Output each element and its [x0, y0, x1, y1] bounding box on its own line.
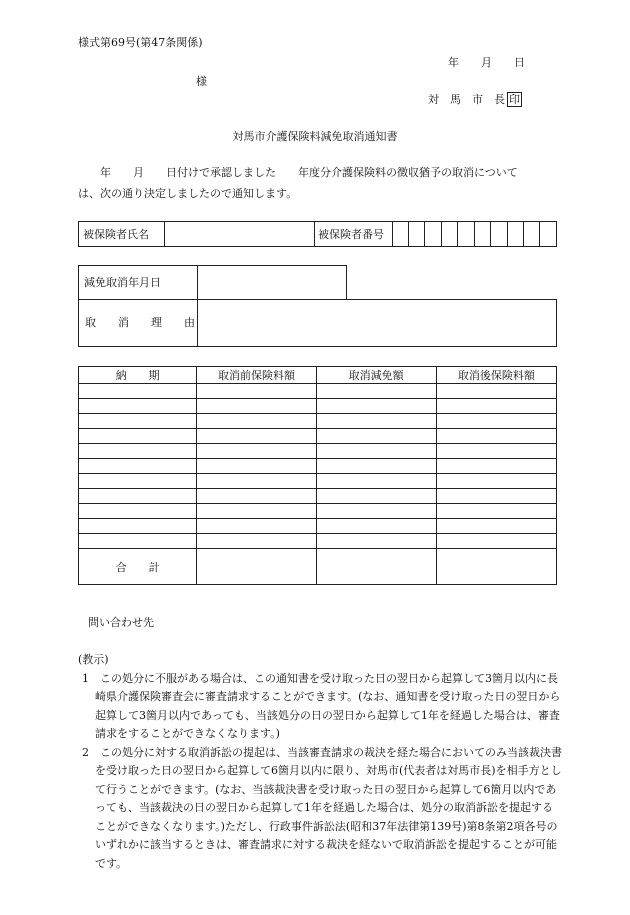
header-premium-before: 取消前保険料額 [197, 367, 316, 384]
cancellation-reason-label: 取 消 理 由 [79, 300, 198, 346]
insured-number-digit[interactable] [458, 222, 474, 247]
payment-total-row [79, 549, 557, 585]
issuer-name: 対 馬 市 長 [428, 93, 505, 106]
notice-heading: (教示) [78, 653, 109, 666]
notice-section [78, 651, 562, 873]
seal-mark: 印 [509, 93, 520, 106]
document-title: 対馬市介護保険料減免取消通知書 [232, 130, 398, 143]
header-cancelled-reduction: 取消減免額 [316, 367, 436, 384]
header-due-date: 納 期 [79, 367, 197, 384]
cancellation-reason-box [78, 299, 557, 347]
total-label: 合 計 [79, 549, 197, 585]
payment-row [79, 519, 557, 534]
payment-row [79, 459, 557, 474]
cancellation-date-box [78, 265, 347, 299]
payment-row [79, 429, 557, 444]
header-premium-after: 取消後保険料額 [436, 367, 556, 384]
total-premium-after[interactable] [436, 549, 556, 585]
insured-number-digit[interactable] [392, 222, 408, 247]
payment-row [79, 384, 557, 399]
cancellation-date-label: 減免取消年月日 [79, 266, 198, 299]
total-premium-before[interactable] [197, 549, 316, 585]
total-cancelled-reduction[interactable] [316, 549, 436, 585]
notice-item-1: 1 この処分に不服がある場合は、この通知書を受け取った日の翌日から起算して3箇月以内に長崎県介護保険審査会に審査請求することができます。(なお、通知書を受け取った日の翌日から起算して3箇月以内であっても、当該処分の日の翌日から起算して1年を経過した場合は、審査請求をすることができなくなります。) [82, 671, 561, 740]
insured-name-field[interactable] [165, 222, 315, 247]
insured-number-digit[interactable] [441, 222, 457, 247]
insured-number-digit[interactable] [474, 222, 490, 247]
addressee-suffix: 様 [196, 75, 207, 88]
payment-row [79, 504, 557, 519]
notice-item-2: 2 この処分に対する取消訴訟の提起は、当該審査請求の裁決を経た場合においてのみ当該裁決書を受け取った日の翌日から起算して6箇月以内に限り、対馬市(代表者は対馬市長)を相手方として行うことができます。(なお、当該裁決書を受け取った日の翌日から起算して6箇月以内であっても、当該裁決の日の翌日から起算して1年を経過した場合は、処分の取消訴訟を提起することができなくなります。)ただし、行政事件訴訟法(昭和37年法律第139号)第8条第2項各号のいずれかに該当するときは、審査請求に対する裁決を経ないで取消訴訟を提起することが可能です。 [82, 745, 562, 870]
intro-line-2: は、次の通り決定しましたので通知します。 [78, 187, 298, 200]
insured-number-digit[interactable] [425, 222, 441, 247]
insured-number-digit[interactable] [540, 222, 557, 247]
payment-table [78, 366, 557, 585]
insured-name-label: 被保険者氏名 [79, 222, 165, 247]
payment-row [79, 489, 557, 504]
insured-number-digit[interactable] [409, 222, 425, 247]
intro-text [78, 162, 560, 204]
cancellation-reason-field[interactable] [199, 300, 556, 346]
payment-row [79, 474, 557, 489]
form-number: 様式第69号(第47条関係) [78, 36, 203, 49]
payment-header-row [79, 367, 557, 384]
payment-row [79, 534, 557, 549]
insured-number-digit[interactable] [491, 222, 507, 247]
payment-row [79, 444, 557, 459]
intro-line-1: 年 月 日付けで承認しました 年度分介護保険料の徴収猶予の取消について [100, 166, 518, 179]
date-line: 年 月 日 [448, 56, 525, 69]
payment-row [79, 414, 557, 429]
cancellation-date-field[interactable] [199, 266, 346, 299]
insured-number-digit[interactable] [507, 222, 523, 247]
contact-label: 問い合わせ先 [88, 616, 154, 629]
insured-number-label: 被保険者番号 [314, 222, 392, 247]
insured-table [78, 221, 557, 247]
issuer [428, 91, 522, 107]
payment-row [79, 399, 557, 414]
insured-number-digit[interactable] [524, 222, 540, 247]
